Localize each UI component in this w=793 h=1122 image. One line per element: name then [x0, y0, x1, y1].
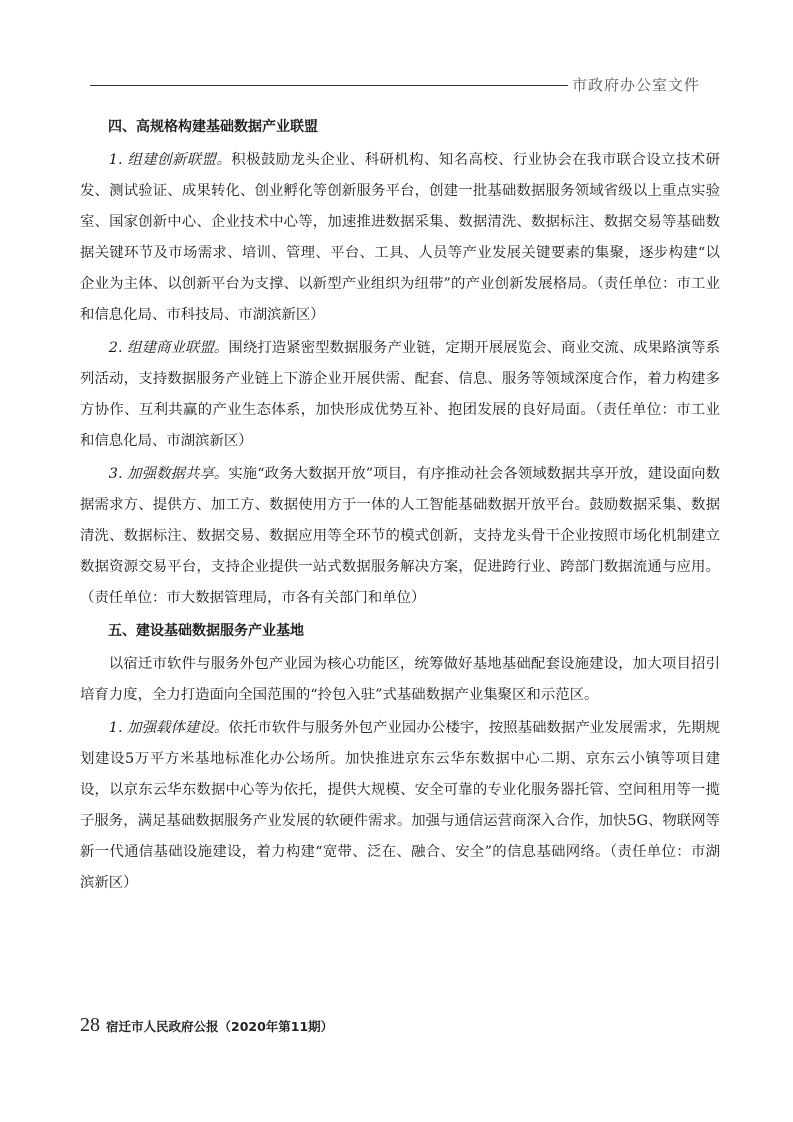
- paragraph-text: 围绕打造紧密型数据服务产业链，定期开展展览会、商业交流、成果路演等系列活动，支持数据服务产业链上下游企业开展供需、配套、信息、服务等领域深度合作，着力构建多方协作、互利共赢的产业生态体系，加快形成优势互补、抱团发展的良好局面。（责任单位：市工业和信息化局、市湖滨新区）: [80, 340, 720, 449]
- page-number: 28: [80, 1014, 100, 1036]
- paragraph-data-sharing: [80, 459, 720, 614]
- paragraph-lead: 2. 组建商业联盟。: [108, 340, 229, 356]
- section-heading-4: 四、高规格构建基础数据产业联盟: [108, 119, 318, 135]
- section-heading-5: 五、建设基础数据服务产业基地: [108, 623, 304, 639]
- paragraph-carrier-construction: [80, 713, 720, 899]
- paragraph-text: 依托市软件与服务外包产业园办公楼宇，按照基础数据产业发展需求，先期规划建设5万平方米基地标准化办公场所。加快推进京东云华东数据中心二期、京东云小镇等项目建设，以京东云华东数据中心等为依托，提供大规模、安全可靠的专业化服务器托管、空间租用等一揽子服务，满足基础数据服务产业发展的软硬件需求。加强与通信运营商深入合作，加快5G、物联网等新一代通信基础设施建设，着力构建“宽带、泛在、融合、安全”的信息基础网络。（责任单位：市湖滨新区）: [80, 720, 720, 891]
- paragraph-text: 实施“政务大数据开放”项目，有序推动社会各领域数据共享开放，建设面向数据需求方、提供方、加工方、数据使用方于一体的人工智能基础数据开放平台。鼓励数据采集、数据清洗、数据标注、数据交易、数据应用等全环节的模式创新，支持龙头骨干企业按照市场化机制建立数据资源交易平台，支持企业提供一站式数据服务解决方案，促进跨行业、跨部门数据流通与应用。（责任单位：市大数据管理局，市各有关部门和单位）: [80, 466, 720, 606]
- publication-title: 宿迁市人民政府公报（2020年第11期）: [106, 1019, 334, 1034]
- paragraph-lead: 1. 加强载体建设。: [108, 720, 229, 736]
- paragraph-lead: 3. 加强数据共享。: [108, 466, 229, 482]
- paragraph-text: 积极鼓励龙头企业、科研机构、知名高校、行业协会在我市联合设立技术研发、测试验证、成果转化、创业孵化等创新服务平台，创建一批基础数据服务领域省级以上重点实验室、国家创新中心、企业技术中心等，加速推进数据采集、数据清洗、数据标注、数据交易等基础数据关键环节及市场需求、培训、管理、平台、工具、人员等产业发展关键要素的集聚，逐步构建“以企业为主体、以创新平台为支撑、以新型产业组织为纽带”的产业创新发展格局。（责任单位：市工业和信息化局、市科技局、市湖滨新区）: [80, 152, 720, 323]
- paragraph-lead: 1. 组建创新联盟。: [108, 152, 232, 168]
- paragraph-text: 以宿迁市软件与服务外包产业园为核心功能区，统筹做好基地基础配套设施建设，加大项目招引培育力度，全力打造面向全国范围的“拎包入驻”式基础数据产业集聚区和示范区。: [80, 656, 720, 703]
- header-rule: [90, 85, 568, 86]
- document-body: [80, 112, 720, 901]
- header-label: 市政府办公室文件: [572, 76, 701, 94]
- page-footer: [80, 1014, 333, 1037]
- paragraph-business-alliance: [80, 333, 720, 457]
- paragraph-base-intro: [80, 649, 720, 711]
- paragraph-innovation-alliance: [80, 145, 720, 331]
